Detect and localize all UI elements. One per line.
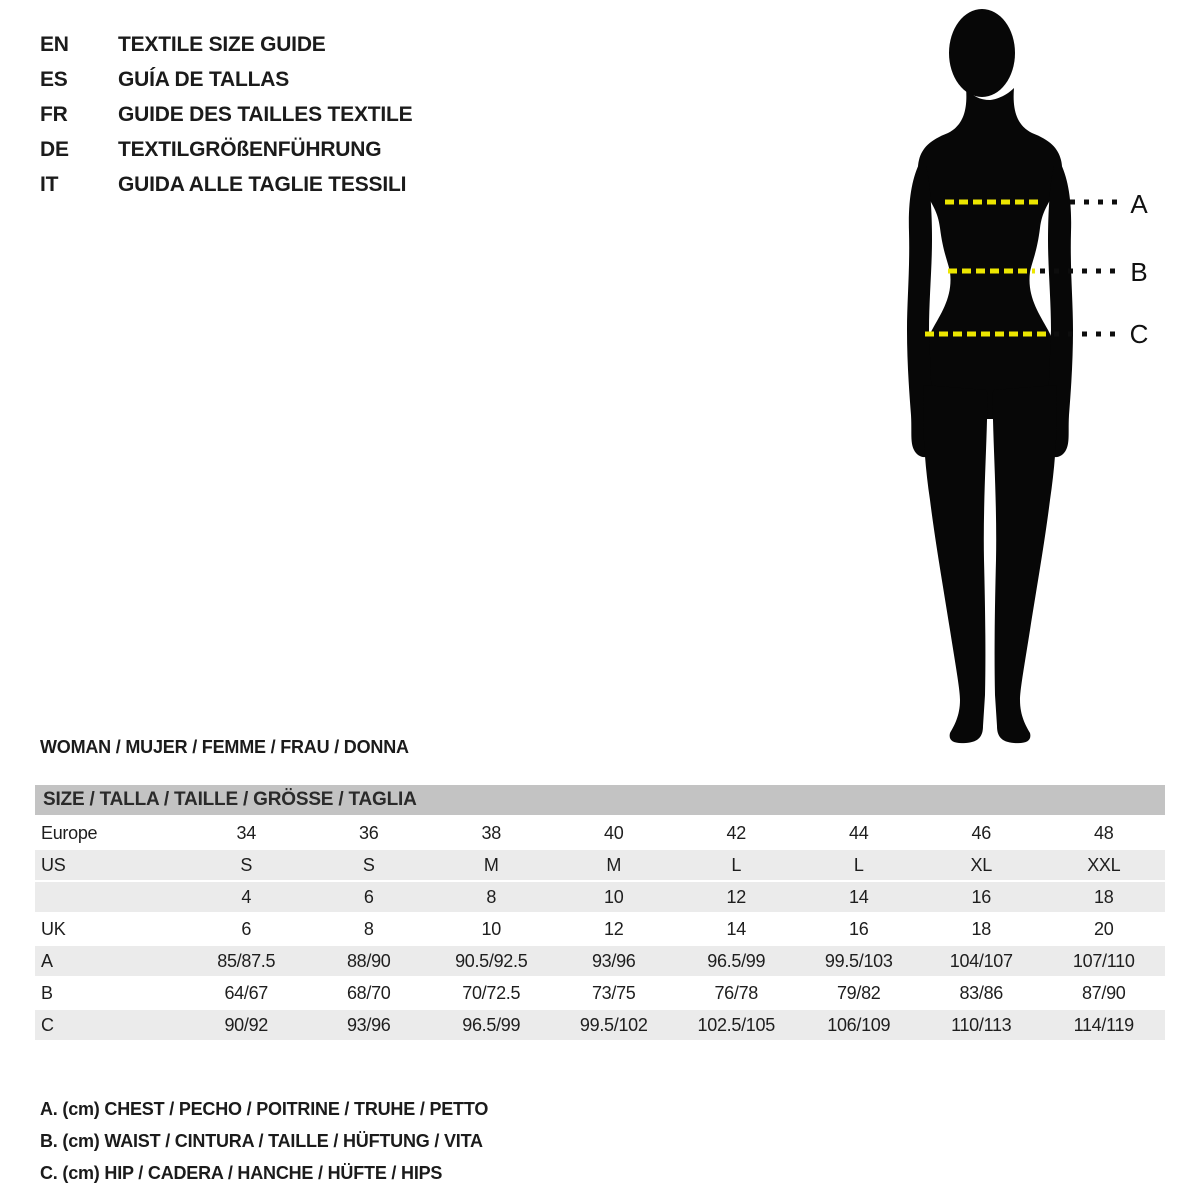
size-cell: 96.5/99 <box>675 945 798 977</box>
size-cell: 16 <box>920 881 1043 913</box>
size-cell: 73/75 <box>553 977 676 1009</box>
language-label: TEXTILE SIZE GUIDE <box>118 32 326 56</box>
size-cell: 36 <box>308 818 431 849</box>
silhouette-torso <box>918 88 1062 419</box>
size-cell: 110/113 <box>920 1009 1043 1041</box>
size-cell: 90/92 <box>185 1009 308 1041</box>
size-cell: M <box>553 849 676 881</box>
language-row-de <box>40 132 412 167</box>
size-cell: 16 <box>798 913 921 945</box>
silhouette-left-leg <box>923 385 987 743</box>
size-cell: S <box>185 849 308 881</box>
size-cell: 10 <box>430 913 553 945</box>
language-list <box>40 27 412 202</box>
language-label: GUIDA ALLE TAGLIE TESSILI <box>118 172 407 196</box>
section-title: WOMAN / MUJER / FEMME / FRAU / DONNA <box>40 737 409 757</box>
woman-silhouette-figure <box>880 0 1180 760</box>
size-cell: 12 <box>553 913 676 945</box>
size-cell: 107/110 <box>1043 945 1166 977</box>
size-cell: 14 <box>675 913 798 945</box>
size-cell: L <box>798 849 921 881</box>
size-cell: 64/67 <box>185 977 308 1009</box>
size-cell: 40 <box>553 818 676 849</box>
row-label: C <box>35 1009 185 1041</box>
size-cell: 88/90 <box>308 945 431 977</box>
marker-label-hip: C <box>1129 319 1149 349</box>
size-table <box>35 785 1165 1042</box>
size-cell: 96.5/99 <box>430 1009 553 1041</box>
size-cell: XXL <box>1043 849 1166 881</box>
language-label: GUIDE DES TAILLES TEXTILE <box>118 102 413 126</box>
size-cell: 68/70 <box>308 977 431 1009</box>
size-cell: 46 <box>920 818 1043 849</box>
legend-hip: C. (cm) HIP / CADERA / HANCHE / HÜFTE / HIPS <box>40 1163 443 1183</box>
row-label: UK <box>35 913 185 945</box>
measurement-legend <box>40 1093 488 1189</box>
marker-label-chest: A <box>1130 189 1148 219</box>
row-label: US <box>35 849 185 881</box>
size-cell: 87/90 <box>1043 977 1166 1009</box>
row-label: Europe <box>35 818 185 849</box>
language-row-es <box>40 62 412 97</box>
size-cell: 70/72.5 <box>430 977 553 1009</box>
size-cell: 102.5/105 <box>675 1009 798 1041</box>
row-label <box>35 881 185 913</box>
size-cell: 6 <box>308 881 431 913</box>
size-cell: 34 <box>185 818 308 849</box>
size-cell: 76/78 <box>675 977 798 1009</box>
size-cell: 6 <box>185 913 308 945</box>
size-cell: 18 <box>1043 881 1166 913</box>
language-row-en <box>40 27 412 62</box>
size-cell: 48 <box>1043 818 1166 849</box>
table-row <box>35 945 1165 977</box>
size-cell: 18 <box>920 913 1043 945</box>
silhouette-head <box>949 9 1015 97</box>
size-cell: 8 <box>430 881 553 913</box>
size-cell: 93/96 <box>308 1009 431 1041</box>
size-cell: L <box>675 849 798 881</box>
size-cell: 79/82 <box>798 977 921 1009</box>
size-cell: 20 <box>1043 913 1166 945</box>
marker-label-waist: B <box>1130 257 1148 287</box>
size-cell: 83/86 <box>920 977 1043 1009</box>
table-row <box>35 818 1165 849</box>
language-label: GUÍA DE TALLAS <box>118 67 290 91</box>
table-row <box>35 849 1165 881</box>
table-row <box>35 913 1165 945</box>
table-row <box>35 977 1165 1009</box>
size-table-header: SIZE / TALLA / TAILLE / GRÖSSE / TAGLIA <box>35 785 1165 818</box>
size-cell: 12 <box>675 881 798 913</box>
row-label: A <box>35 945 185 977</box>
row-label: B <box>35 977 185 1009</box>
language-label: TEXTILGRÖßENFÜHRUNG <box>118 137 382 161</box>
size-cell: XL <box>920 849 1043 881</box>
language-row-fr <box>40 97 412 132</box>
size-cell: 90.5/92.5 <box>430 945 553 977</box>
size-table-grid <box>35 818 1165 1042</box>
table-row <box>35 1009 1165 1041</box>
size-cell: S <box>308 849 431 881</box>
size-cell: 8 <box>308 913 431 945</box>
size-cell: M <box>430 849 553 881</box>
size-cell: 114/119 <box>1043 1009 1166 1041</box>
language-code: DE <box>40 137 69 161</box>
legend-waist: B. (cm) WAIST / CINTURA / TAILLE / HÜFTUNG / VITA <box>40 1131 483 1151</box>
language-code: EN <box>40 32 69 56</box>
size-cell: 4 <box>185 881 308 913</box>
table-row <box>35 881 1165 913</box>
silhouette-right-leg <box>992 385 1056 743</box>
size-cell: 99.5/103 <box>798 945 921 977</box>
language-code: IT <box>40 172 59 196</box>
size-cell: 42 <box>675 818 798 849</box>
size-cell: 44 <box>798 818 921 849</box>
legend-chest: A. (cm) CHEST / PECHO / POITRINE / TRUHE / PETTO <box>40 1099 489 1119</box>
language-code: ES <box>40 67 68 91</box>
size-cell: 85/87.5 <box>185 945 308 977</box>
language-row-it <box>40 167 412 202</box>
language-code: FR <box>40 102 68 126</box>
size-cell: 106/109 <box>798 1009 921 1041</box>
size-cell: 10 <box>553 881 676 913</box>
size-cell: 38 <box>430 818 553 849</box>
size-cell: 14 <box>798 881 921 913</box>
size-cell: 104/107 <box>920 945 1043 977</box>
size-cell: 99.5/102 <box>553 1009 676 1041</box>
size-table-body <box>35 818 1165 1041</box>
size-cell: 93/96 <box>553 945 676 977</box>
